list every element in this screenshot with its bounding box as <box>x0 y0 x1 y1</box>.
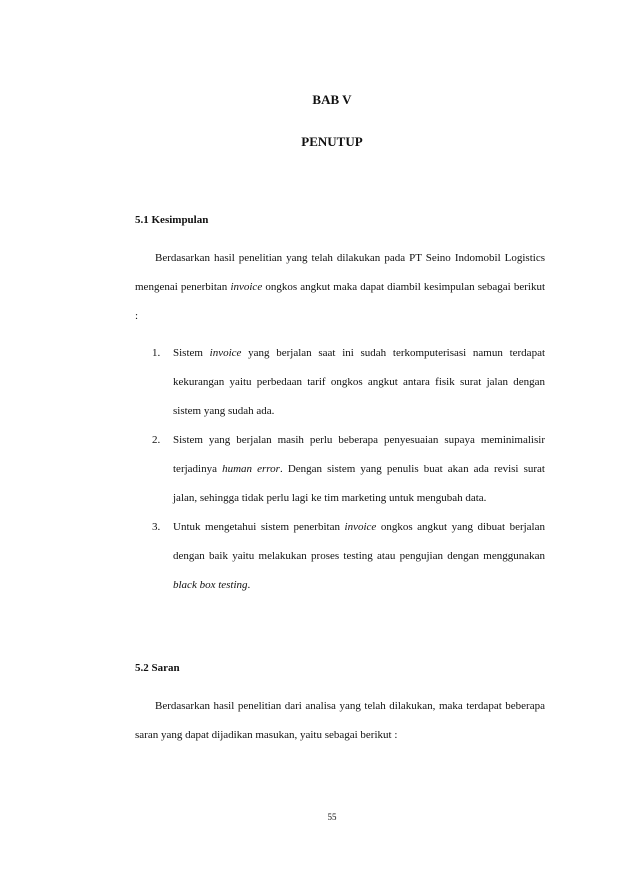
list-item-italic: black box testing <box>173 579 248 591</box>
list-item <box>152 513 545 600</box>
list-item <box>152 339 545 426</box>
chapter-number: BAB V <box>312 92 352 107</box>
list-item-text: ongkos angkut yang dibuat berjalan dengan baik yaitu melakukan proses testing atau pengujian dengan menggunakan <box>173 521 545 562</box>
list-item-text: yang berjalan saat ini sudah terkomputerisasi namun terdapat kekurangan yaitu perbedaan tarif ongkos angkut antara fisik surat jalan dengan sistem yang sudah ada. <box>173 347 546 417</box>
intro-text-2: ongkos angkut maka dapat diambil kesimpulan sebagai berikut : <box>135 281 546 322</box>
list-item-text: Sistem <box>173 347 210 359</box>
list-marker: 1. <box>152 347 161 359</box>
section-heading-saran: 5.2 Saran <box>135 662 180 674</box>
list-item-italic: invoice <box>344 521 377 533</box>
saran-intro-paragraph <box>135 692 545 750</box>
section-heading-kesimpulan: 5.1 Kesimpulan <box>135 214 209 226</box>
list-marker: 3. <box>152 521 161 533</box>
list-item-text: Untuk mengetahui sistem penerbitan <box>173 521 345 533</box>
list-item-text: Sistem yang berjalan masih perlu beberapa penyesuaian supaya meminimalisir terjadinya <box>173 434 545 475</box>
list-item-italic: human error <box>222 463 280 475</box>
list-item-text: . Dengan sistem yang penulis buat akan ada revisi surat jalan, sehingga tidak perlu lagi ke tim marketing untuk mengubah data. <box>173 463 545 504</box>
page-number: 55 <box>327 812 337 822</box>
list-item <box>152 426 545 513</box>
list-marker: 2. <box>152 434 161 446</box>
kesimpulan-intro-paragraph <box>135 244 545 331</box>
list-item-text: . <box>247 579 251 591</box>
intro-italic-invoice: invoice <box>230 281 263 293</box>
kesimpulan-list <box>152 339 545 600</box>
list-item-italic: invoice <box>209 347 242 359</box>
chapter-title: PENUTUP <box>301 134 363 149</box>
intro-text-1: Berdasarkan hasil penelitian yang telah dilakukan pada PT Seino Indomobil Logistics mengenai penerbitan <box>135 252 545 293</box>
saran-intro-text: Berdasarkan hasil penelitian dari analisa yang telah dilakukan, maka terdapat beberapa saran yang dapat dijadikan masukan, yaitu sebagai berikut : <box>135 700 545 741</box>
